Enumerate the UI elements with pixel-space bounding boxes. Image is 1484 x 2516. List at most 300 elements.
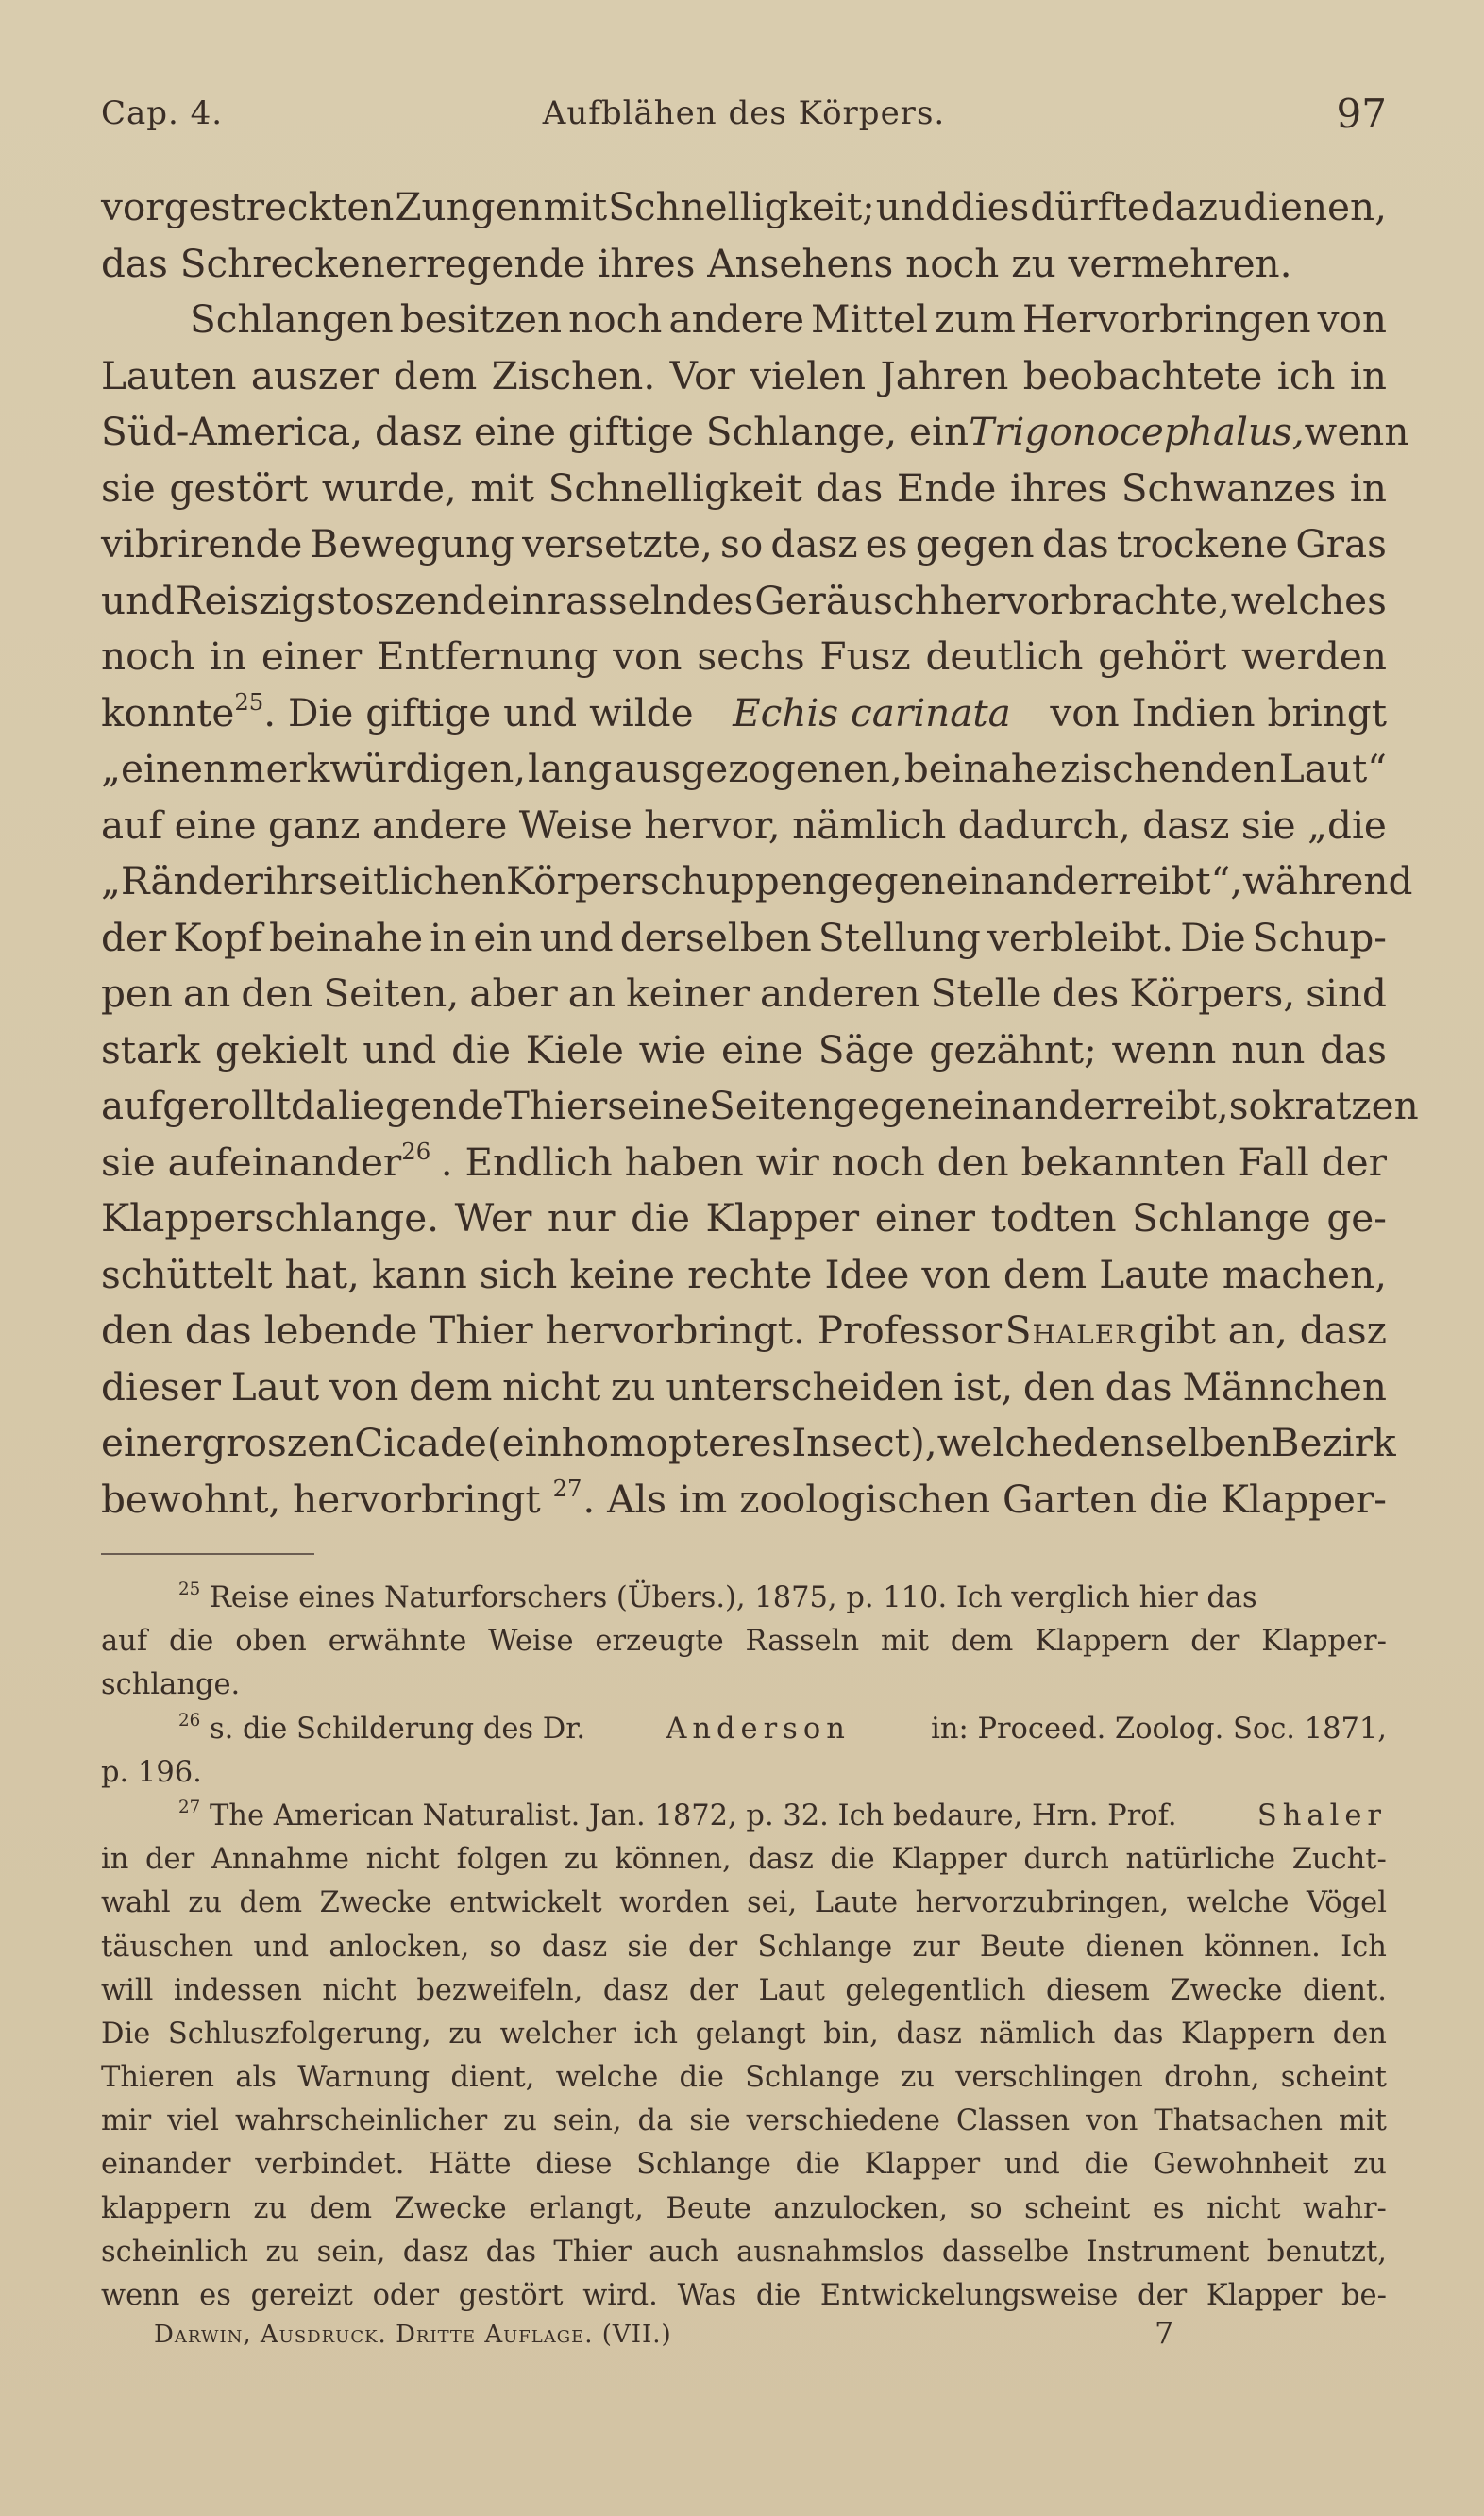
word: nicht <box>365 1843 440 1877</box>
word: sie <box>627 1930 668 1964</box>
word: wahr- <box>1303 2191 1387 2225</box>
word: dasz <box>402 2235 469 2269</box>
footnote-marker: 25 <box>178 1579 201 1600</box>
word: dazu <box>1150 184 1243 229</box>
word: gestört <box>169 464 309 511</box>
word: das <box>1105 1363 1172 1410</box>
text-line <box>101 853 1413 910</box>
word: seitlichen <box>318 858 506 903</box>
word: gelegentlich <box>845 1973 1026 2007</box>
word: mit <box>1338 2104 1387 2138</box>
word: Vor <box>669 352 735 398</box>
word: beobachtete <box>1022 352 1263 398</box>
word: die <box>169 1625 214 1659</box>
text-line <box>101 179 1387 236</box>
word: Schnelligkeit; <box>608 184 875 229</box>
word: der <box>688 1973 738 2007</box>
word: dem <box>409 1363 493 1410</box>
text-segment <box>101 685 694 742</box>
word: Annahme <box>211 1843 349 1877</box>
word: Wer <box>454 1195 532 1241</box>
word: hervor, <box>644 802 781 848</box>
word: Schluszfolgerung, <box>167 2017 431 2051</box>
page-number: 97 <box>1336 91 1387 137</box>
word: Beute <box>979 1930 1066 1964</box>
word: homopteres <box>561 1420 792 1465</box>
word: Männchen <box>1182 1363 1387 1410</box>
text-line <box>101 573 1387 630</box>
word: das <box>816 464 884 511</box>
text-line <box>101 1190 1387 1247</box>
imprint-line: Darwin, Ausdruck. Dritte Auflage. (VII.) <box>154 2321 672 2349</box>
word: aufgerollt <box>101 1083 292 1128</box>
word: und <box>539 914 614 960</box>
footnote-line <box>101 1795 1387 1838</box>
word: ich <box>1276 352 1336 398</box>
word: oder <box>372 2279 440 2312</box>
text-line <box>101 1022 1387 1079</box>
word: Klapper <box>864 2148 981 2182</box>
word: dadurch, <box>957 802 1131 848</box>
word: Classen <box>955 2104 1071 2138</box>
word: dieser <box>101 1363 221 1410</box>
word: groszen <box>201 1420 355 1465</box>
word: besitzen <box>399 296 563 342</box>
word: oben <box>235 1625 307 1659</box>
italic-term: Trigonocephalus, <box>969 409 1305 454</box>
word: Geräusch <box>754 577 939 623</box>
word: scheinlich <box>101 2235 249 2269</box>
word: der <box>1190 1625 1240 1659</box>
word: dem <box>950 1625 1014 1659</box>
text-line <box>101 404 1409 461</box>
word: seine <box>607 1083 710 1128</box>
word: nämlich <box>792 802 947 848</box>
word: Stellung <box>818 914 981 960</box>
text-line <box>101 1303 1387 1359</box>
word: gelangt <box>695 2017 806 2051</box>
word: Zwecke <box>319 1886 432 1920</box>
word: verbleibt. <box>987 914 1174 960</box>
word: Schlange <box>1132 1195 1311 1241</box>
word: das <box>1041 521 1109 566</box>
word: Instrument <box>1086 2235 1250 2269</box>
text-line <box>101 1359 1387 1416</box>
word: zur <box>912 1930 960 1964</box>
word: be- <box>1341 2279 1387 2312</box>
word: Ende <box>896 464 997 511</box>
word: gezähnt; <box>929 1026 1097 1072</box>
word: „die <box>1307 802 1387 848</box>
word: schüttelt <box>101 1251 273 1297</box>
word: (ein <box>486 1420 562 1465</box>
word: Schlangen <box>190 296 394 342</box>
word: ausnahmslos <box>736 2235 925 2269</box>
word: dem <box>239 1886 303 1920</box>
word: täuschen <box>101 1930 234 1964</box>
text-line <box>101 1415 1396 1472</box>
word: vielen <box>750 352 867 398</box>
author-name: Shaler <box>1004 1308 1137 1353</box>
word: Gras <box>1295 521 1387 566</box>
word: so <box>720 521 764 566</box>
word: bezweifeln, <box>416 1973 583 2007</box>
word: Schnelligkeit <box>548 464 802 511</box>
word: zum <box>935 296 1016 342</box>
word: Hervorbringen <box>1021 296 1311 342</box>
text-segment <box>101 1135 430 1191</box>
word: lang <box>528 746 613 791</box>
word: hervorbrachte, <box>939 577 1230 623</box>
word: dient. <box>1303 1973 1387 2007</box>
word: Klappern <box>1181 2017 1316 2051</box>
word: rasselndes <box>547 577 754 623</box>
word: eine <box>174 802 257 848</box>
word: Thier <box>553 2235 632 2269</box>
word: gegen <box>826 858 946 903</box>
word: drohn, <box>1164 2061 1260 2095</box>
word: derselben <box>619 914 812 960</box>
footnote-ref[interactable]: 26 <box>401 1137 431 1165</box>
text-line <box>101 292 1387 348</box>
word: dem <box>309 2191 373 2225</box>
footnote-text <box>178 1577 1257 1620</box>
text-segment: . Die giftige und wilde <box>263 689 694 735</box>
word: einander <box>945 858 1119 903</box>
word: dasz <box>770 521 858 566</box>
word: sein, <box>316 2235 386 2269</box>
word: reibt, <box>1123 1083 1229 1128</box>
word: Laute <box>1099 1251 1210 1297</box>
text-line <box>101 910 1387 967</box>
word: natürliche <box>1125 1843 1276 1877</box>
word: aber <box>469 971 558 1016</box>
word: zu <box>611 1363 656 1410</box>
text-line <box>101 1078 1419 1135</box>
text-segment: gibt an, dasz <box>1138 1308 1387 1353</box>
word: vorgestreckten <box>101 184 395 229</box>
word: wahl <box>101 1886 171 1920</box>
word: Jahren <box>880 352 1009 398</box>
word: erzeugte <box>595 1625 724 1659</box>
word: Hätte <box>429 2148 512 2182</box>
main-text <box>101 179 1419 1528</box>
word: Kopf <box>173 914 262 960</box>
text-line <box>101 629 1387 685</box>
signature-mark: 7 <box>1155 2315 1175 2351</box>
word: Körpers, <box>1129 971 1296 1016</box>
word: werden <box>1241 633 1387 679</box>
text-segment: The American Naturalist. Jan. 1872, p. 32. Ich bedaure, Hrn. Prof. <box>209 1798 1177 1832</box>
word: indessen <box>173 1973 302 2007</box>
word: der <box>101 914 167 960</box>
word: mit <box>470 464 535 511</box>
word: Weise <box>518 802 632 848</box>
word: dasz <box>541 1930 608 1964</box>
footnote-marker: 27 <box>178 1798 201 1818</box>
word: Körperschuppen <box>506 858 827 903</box>
footnote-marker: 26 <box>178 1710 201 1731</box>
word: Bewegung <box>310 521 514 566</box>
word: Seiten, <box>323 971 460 1016</box>
word: gekielt <box>214 1026 348 1072</box>
word: Insect), <box>791 1420 937 1465</box>
author-name: Shaler <box>1256 1798 1387 1832</box>
word: in <box>1349 352 1387 398</box>
text-segment: von Indien bringt <box>1050 689 1387 735</box>
footnote-line <box>101 1882 1387 1925</box>
word: ganz <box>268 802 361 848</box>
word: Zwecke <box>1170 1973 1283 2007</box>
word: vibrirende <box>101 521 303 566</box>
word: und <box>253 1930 310 1964</box>
word: nur <box>547 1195 616 1241</box>
word: mir <box>101 2104 152 2138</box>
footnote-text <box>178 1708 585 1751</box>
word: nun <box>1231 1026 1306 1072</box>
footnote-ref[interactable]: 25 <box>234 687 264 716</box>
word: Klapper <box>891 1843 1007 1877</box>
word: den <box>1022 1363 1095 1410</box>
word: wie <box>638 1026 707 1072</box>
word: pen <box>101 971 173 1016</box>
word: und <box>1003 2148 1060 2182</box>
footnote-line <box>101 2013 1387 2056</box>
word: von <box>329 1363 399 1410</box>
word: können. <box>1204 1930 1321 1964</box>
word: reibt“, <box>1118 858 1243 903</box>
page-footer <box>154 2315 1192 2351</box>
word: welche <box>555 2061 659 2095</box>
word: trockene <box>1116 521 1289 566</box>
word: welche <box>1186 1886 1290 1920</box>
text-segment: . Endlich haben wir noch den bekannten Fall der <box>440 1139 1387 1185</box>
word: dasselbe <box>941 2235 1070 2269</box>
word: einander <box>951 1083 1124 1128</box>
word: denselben <box>1073 1420 1272 1465</box>
word: das <box>1320 1026 1387 1072</box>
word: ihr <box>262 858 319 903</box>
running-title: Aufblähen des Körpers. <box>542 94 946 132</box>
footnote-divider <box>101 1553 314 1555</box>
word: den <box>1332 2017 1387 2051</box>
word: die <box>830 1843 875 1877</box>
word: gegen <box>915 521 1035 566</box>
word: Zungen <box>395 184 543 229</box>
word: sich <box>479 1251 558 1297</box>
word: noch <box>101 633 195 679</box>
word: in <box>210 633 247 679</box>
text-line <box>101 685 1387 742</box>
word: beinahe <box>268 914 424 960</box>
word: dient, <box>450 2061 535 2095</box>
word: Beute <box>666 2191 751 2225</box>
word: zu <box>901 2061 935 2095</box>
word: Reiszig <box>175 577 316 623</box>
footnote-line <box>101 2143 1387 2187</box>
word: Die <box>1180 914 1246 960</box>
word: dies <box>950 184 1030 229</box>
word: Fusz <box>819 633 911 679</box>
word: Laut <box>230 1363 320 1410</box>
text-segment: sie aufeinander <box>101 1139 402 1185</box>
word: gegen <box>833 1083 952 1128</box>
word: die <box>631 1195 690 1241</box>
footnote-line <box>101 1926 1387 1969</box>
word: entwickelt <box>449 1886 602 1920</box>
word: einer <box>261 633 363 679</box>
word: sie <box>101 464 156 511</box>
word: wird. <box>582 2279 658 2312</box>
text-segment: in: Proceed. Zoolog. Soc. 1871, <box>931 1712 1387 1746</box>
word: von <box>613 633 683 679</box>
word: keine <box>569 1251 675 1297</box>
word: und <box>875 184 950 229</box>
word: worden <box>619 1886 730 1920</box>
word: Zischen. <box>491 352 656 398</box>
word: todten <box>990 1195 1117 1241</box>
footnote-line <box>101 2100 1387 2143</box>
word: Thieren <box>101 2061 215 2095</box>
word: Entfernung <box>376 633 599 679</box>
word: welcher <box>499 2017 616 2051</box>
word: in <box>101 1843 129 1877</box>
word: das <box>1113 2017 1164 2051</box>
footnote-line <box>101 1708 1387 1751</box>
word: wahrscheinlicher <box>234 2104 488 2138</box>
word: verschlingen <box>955 2061 1143 2095</box>
word: es <box>1152 2191 1185 2225</box>
word: Klapper <box>705 1195 860 1241</box>
text-line <box>101 1135 1387 1191</box>
word: dürfte <box>1030 184 1150 229</box>
word: Was <box>677 2279 737 2312</box>
word: zu <box>265 2235 300 2269</box>
word: die <box>755 2279 801 2312</box>
word: Klapperschlange. <box>101 1195 440 1241</box>
word: mit <box>881 1625 929 1659</box>
word: Bezirk <box>1271 1420 1396 1465</box>
word: diese <box>535 2148 613 2182</box>
word: sechs <box>697 633 805 679</box>
word: Schlange <box>757 1930 893 1964</box>
word: an <box>567 971 616 1016</box>
text-line <box>101 348 1387 405</box>
word: anlocken, <box>329 1930 470 1964</box>
word: versetzte, <box>522 521 713 566</box>
footnote-line <box>101 1969 1387 2013</box>
word: nicht <box>1206 2191 1281 2225</box>
word: auf <box>101 1625 148 1659</box>
word: anderen <box>760 971 920 1016</box>
word: Schlange <box>636 2148 771 2182</box>
text-segment: konnte <box>101 689 235 735</box>
word: eine <box>720 1026 803 1072</box>
word: ich <box>633 2017 678 2051</box>
footnote-line <box>101 1838 1387 1882</box>
word: Laut“ <box>1278 746 1387 791</box>
word: beinahe <box>903 746 1058 791</box>
footnote-line: schlange. <box>101 1668 241 1702</box>
word: stoszend <box>316 577 486 623</box>
footnote-line <box>101 2231 1387 2274</box>
word: benutzt, <box>1266 2235 1387 2269</box>
text-segment: Reise eines Naturforschers (Übers.), 1875, p. 110. Ich verglich hier das <box>209 1581 1257 1614</box>
word: ein <box>473 914 533 960</box>
word: Laute <box>814 1886 899 1920</box>
word: kratzen <box>1271 1083 1419 1128</box>
word: mit <box>543 184 608 229</box>
word: keiner <box>626 971 750 1016</box>
italic-term: Echis carinata <box>733 689 1011 735</box>
word: gehört <box>1098 633 1227 679</box>
word: der <box>1138 2279 1188 2312</box>
word: Gewohnheit <box>1153 2148 1329 2182</box>
word: Schwanzes <box>1121 464 1337 511</box>
word: die <box>451 1026 511 1072</box>
word: machen, <box>1222 1251 1387 1297</box>
word: der <box>145 1843 195 1877</box>
word: ge- <box>1326 1195 1387 1241</box>
word: können, <box>615 1843 732 1877</box>
word: Stelle <box>930 971 1042 1016</box>
text-line <box>101 516 1387 573</box>
word: da <box>637 2104 674 2138</box>
word: scheint <box>1024 2191 1131 2225</box>
word: Seiten <box>709 1083 834 1128</box>
word: dasz <box>748 1843 814 1877</box>
word: anzulocken, <box>773 2191 949 2225</box>
word: noch <box>568 296 663 342</box>
word: auch <box>649 2235 719 2269</box>
word: „Ränder <box>101 858 263 903</box>
word: dasz <box>896 2017 962 2051</box>
word: sein, <box>552 2104 622 2138</box>
word: und <box>363 1026 437 1072</box>
word: dasz <box>1142 802 1230 848</box>
word: so <box>1228 1083 1272 1128</box>
word: sie <box>1240 802 1296 848</box>
author-name: Anderson <box>666 1712 851 1746</box>
text-line <box>101 741 1387 798</box>
word: es <box>865 521 908 566</box>
footnote-line <box>101 2056 1387 2100</box>
footnote-ref[interactable]: 27 <box>552 1474 582 1502</box>
word: zu <box>188 1886 222 1920</box>
word: welche <box>936 1420 1074 1465</box>
word: verschiedene <box>746 2104 940 2138</box>
word: zu <box>448 2017 483 2051</box>
word: Zucht- <box>1291 1843 1387 1877</box>
word: klappern <box>101 2191 231 2225</box>
word: viel <box>167 2104 220 2138</box>
word: Klapper <box>1206 2279 1323 2312</box>
word: Klapper- <box>1261 1625 1387 1659</box>
word: hervorzubringen, <box>915 1886 1170 1920</box>
word: ist, <box>953 1363 1014 1410</box>
word: kann <box>371 1251 467 1297</box>
word: dem <box>1003 1251 1088 1297</box>
word: einer <box>874 1195 976 1241</box>
word: zu <box>564 1843 599 1877</box>
word: das <box>485 2235 537 2269</box>
text-segment: . Als im zoologischen Garten die Klapper- <box>582 1476 1387 1522</box>
word: merkwürdigen, <box>229 746 527 791</box>
word: Ich <box>1341 1930 1387 1964</box>
word: unterscheiden <box>666 1363 944 1410</box>
word: Laut <box>758 1973 825 2007</box>
word: Mittel <box>811 296 928 342</box>
